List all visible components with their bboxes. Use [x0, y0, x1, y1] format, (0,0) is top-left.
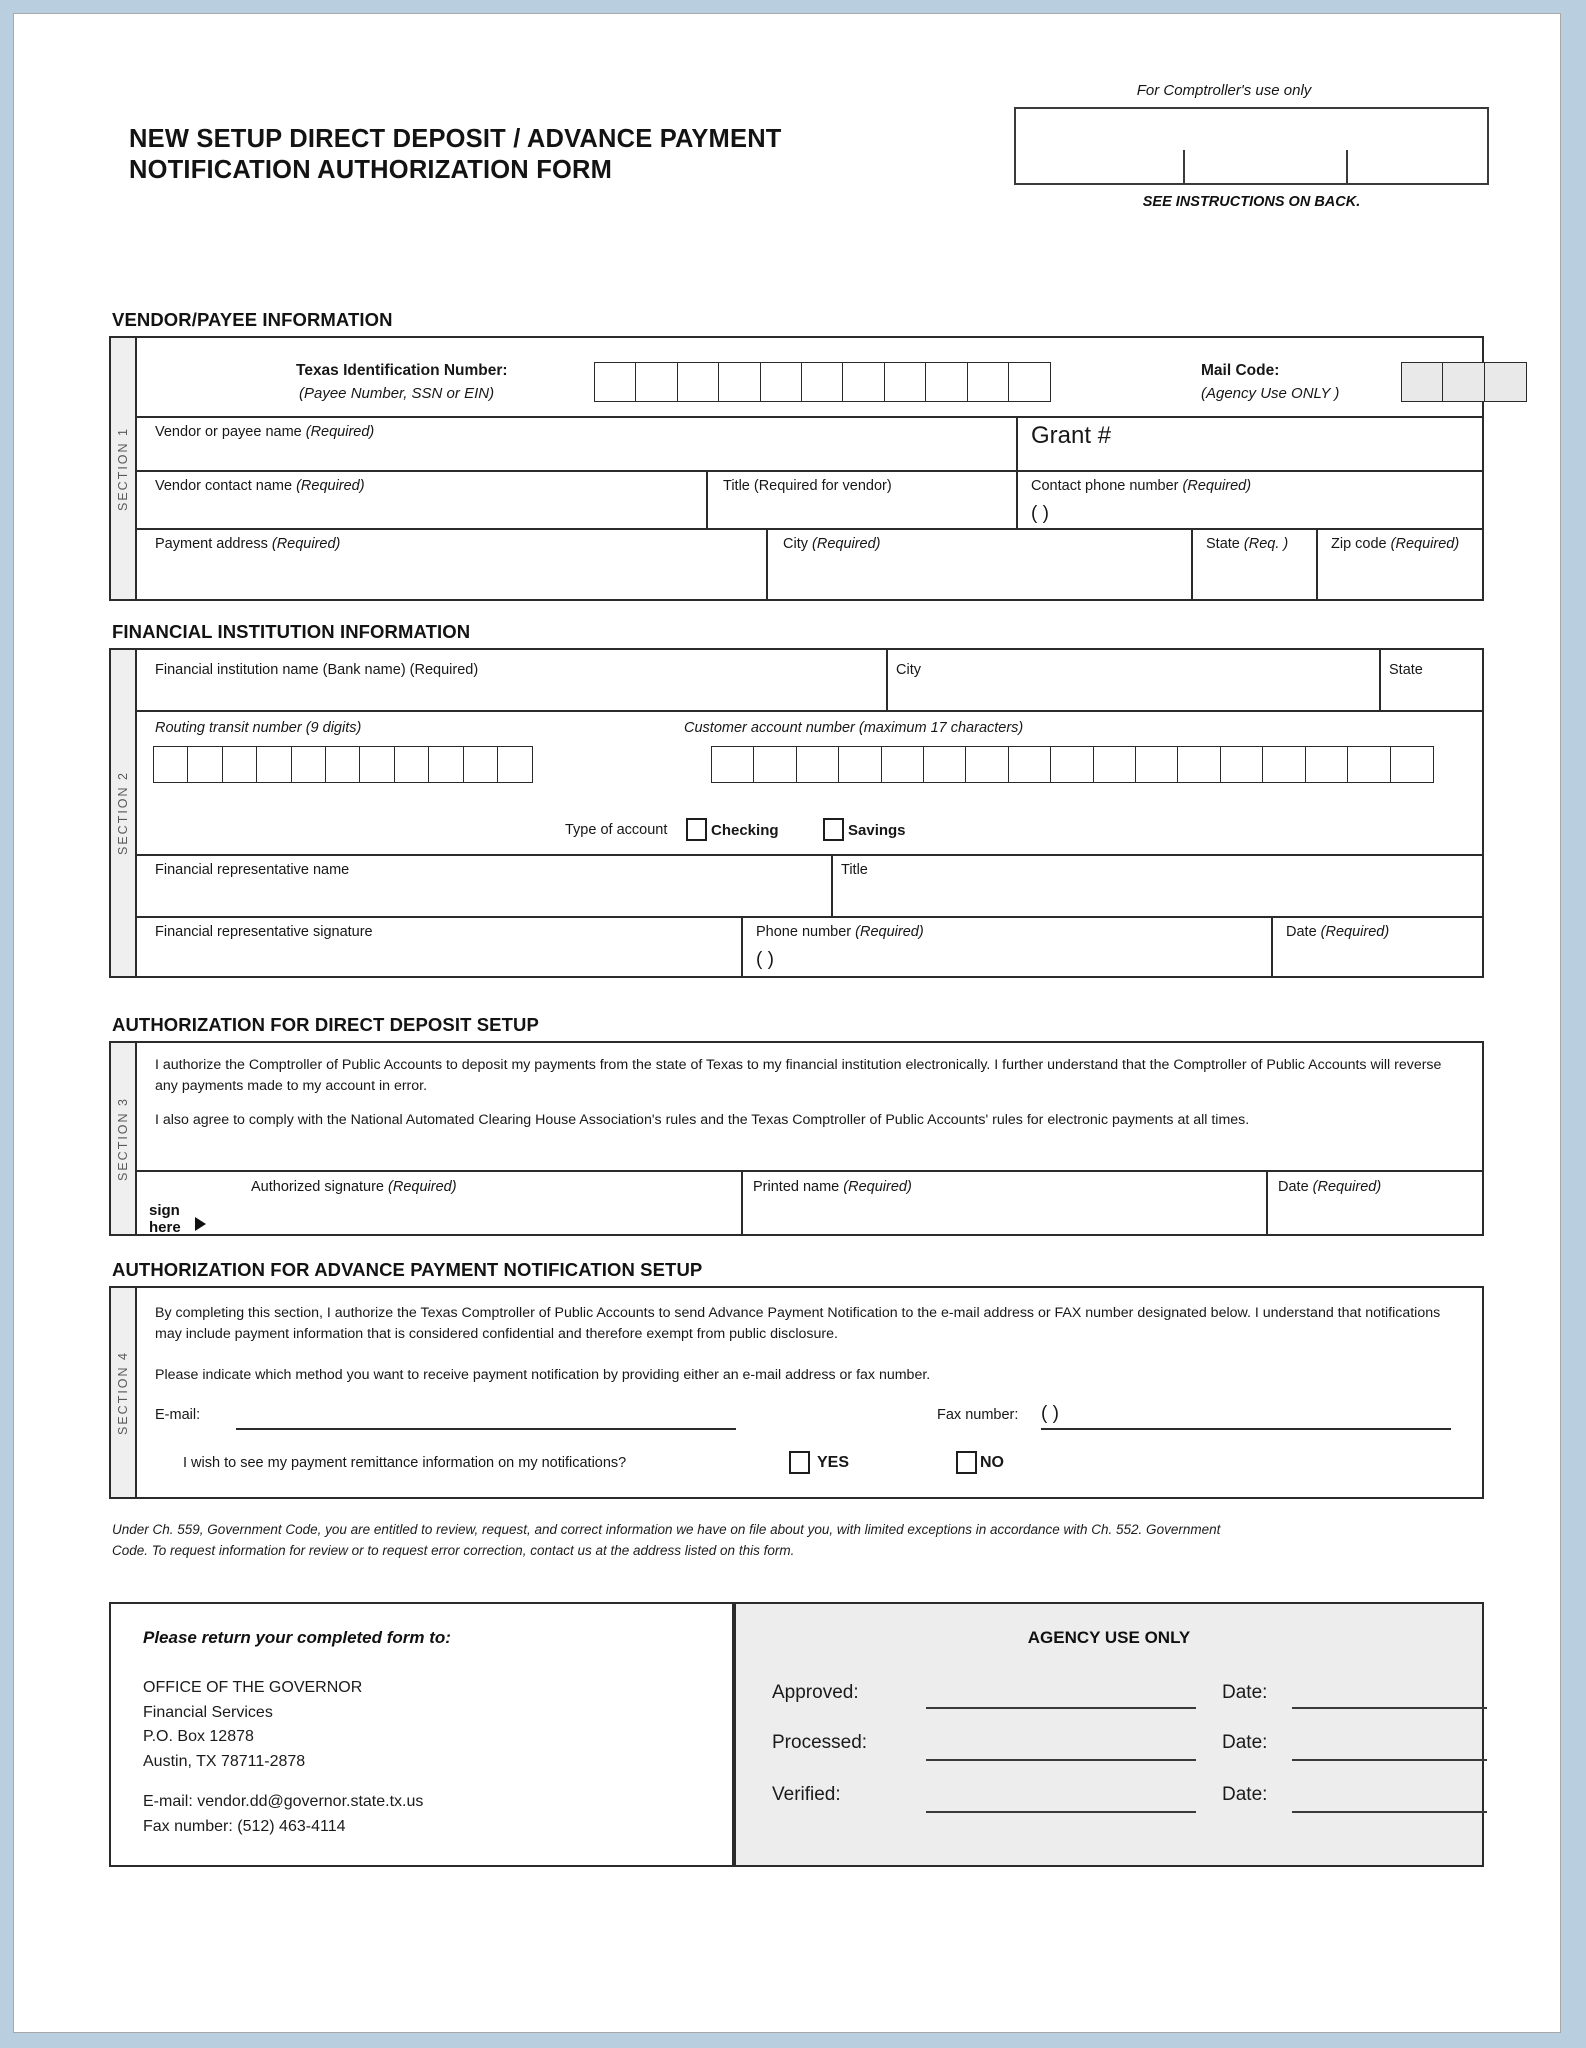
section2-vline-city — [886, 650, 888, 710]
vendor-contact-name-label: Vendor contact name (Required) — [155, 478, 365, 494]
title-line-2: NOTIFICATION AUTHORIZATION FORM — [129, 156, 613, 184]
section3-paragraph-2: I also agree to comply with the National Automated Clearing House Association's rules and the Texas Comptroller of Public Accounts' rules for electronic payments at all times. — [155, 1112, 1250, 1128]
disclaimer-line-1: Under Ch. 559, Government Code, you are entitled to review, request, and correct information we have on file about you, with limited exceptions in accordance with Ch. 552. Government — [112, 1522, 1221, 1537]
section3-block — [109, 1041, 1484, 1236]
return-address-line-2: Financial Services — [143, 1703, 273, 1721]
char-box[interactable] — [842, 362, 885, 402]
char-box[interactable] — [967, 362, 1010, 402]
section4-block — [109, 1286, 1484, 1499]
section1-rule-3 — [137, 528, 1484, 530]
bank-state-label: State — [1389, 662, 1423, 678]
return-block-title: Please return your completed form to: — [143, 1628, 451, 1647]
char-box[interactable] — [428, 746, 464, 783]
section1-rule-2 — [137, 470, 1484, 472]
char-box[interactable] — [1135, 746, 1179, 783]
contact-phone-paren: ( ) — [1031, 503, 1049, 524]
type-of-account-label: Type of account — [565, 822, 668, 838]
financial-rep-name-label: Financial representative name — [155, 862, 350, 878]
section3-paragraph-1: I authorize the Comptroller of Public Accounts to deposit my payments from the state of Texas to my financial institution electronically. I further understand that the Comptroller of Public Accounts will reverse any payments made to my account in error. — [155, 1057, 1442, 1094]
printed-name-label: Printed name (Required) — [753, 1179, 912, 1195]
char-box[interactable] — [838, 746, 882, 783]
savings-label: Savings — [848, 822, 906, 839]
section1-heading: VENDOR/PAYEE INFORMATION — [112, 309, 393, 330]
return-email-line: E-mail: vendor.dd@governor.state.tx.us — [143, 1793, 424, 1810]
section2-rule-1 — [137, 710, 1484, 712]
comptroller-use-label: For Comptroller's use only — [1136, 82, 1312, 99]
mail-code-label: Mail Code: — [1201, 362, 1280, 379]
form-page — [13, 13, 1561, 2033]
char-box[interactable] — [923, 746, 967, 783]
section2-heading: FINANCIAL INSTITUTION INFORMATION — [112, 621, 471, 642]
section1-vline-zip — [1316, 528, 1318, 601]
char-box[interactable] — [1305, 746, 1349, 783]
vendor-title-label: Title (Required for vendor) — [723, 478, 892, 494]
agency-use-only-block — [734, 1602, 1484, 1867]
char-box[interactable] — [1347, 746, 1391, 783]
char-box[interactable] — [1442, 362, 1485, 402]
mail-code-input-boxes[interactable] — [1401, 362, 1527, 402]
return-fax-line: Fax number: (512) 463-4114 — [143, 1817, 346, 1835]
char-box[interactable] — [760, 362, 803, 402]
remittance-yes-checkbox[interactable] — [789, 1451, 810, 1474]
agency-approved-label: Approved: — [772, 1682, 859, 1703]
sign-here-arrow-icon — [195, 1217, 206, 1231]
char-box[interactable] — [1177, 746, 1221, 783]
tin-sublabel: (Payee Number, SSN or EIN) — [299, 385, 495, 402]
return-address-block — [109, 1602, 734, 1867]
return-address-line-1: OFFICE OF THE GOVERNOR — [143, 1679, 363, 1696]
sign-here-line-2: here — [149, 1219, 181, 1236]
section3-heading: AUTHORIZATION FOR DIRECT DEPOSIT SETUP — [112, 1014, 539, 1035]
disclaimer-line-2: Code. To request information for review or to request error correction, contact us at the address listed on this form. — [112, 1543, 795, 1558]
section2-block — [109, 648, 1484, 978]
char-box[interactable] — [594, 362, 637, 402]
financial-rep-title-label: Title — [841, 862, 868, 878]
section3-vline-date — [1266, 1170, 1268, 1234]
return-block-address — [143, 1676, 362, 1774]
char-box[interactable] — [497, 746, 533, 783]
char-box[interactable] — [359, 746, 395, 783]
agency-processed-input[interactable] — [926, 1759, 1196, 1761]
section4-side-label: SECTION 4 — [116, 1350, 130, 1435]
section4-fax-paren: ( ) — [1041, 1403, 1059, 1424]
char-box[interactable] — [965, 746, 1009, 783]
agency-processed-label: Processed: — [772, 1732, 868, 1753]
section2-vline-repdate — [1271, 916, 1273, 978]
char-box[interactable] — [222, 746, 258, 783]
contact-phone-label: Contact phone number (Required) — [1031, 478, 1252, 494]
section1-vline-phone — [1016, 470, 1018, 528]
sign-here-line-1: sign — [149, 1202, 180, 1219]
return-address-line-4: Austin, TX 78711-2878 — [143, 1752, 306, 1770]
char-box[interactable] — [1220, 746, 1264, 783]
char-box[interactable] — [711, 746, 755, 783]
bank-name-label: Financial institution name (Bank name) (Required) — [155, 662, 479, 678]
char-box[interactable] — [1093, 746, 1137, 783]
section2-side-label: SECTION 2 — [116, 771, 130, 855]
account-number-boxes[interactable] — [711, 746, 1434, 783]
financial-rep-signature-label: Financial representative signature — [155, 924, 373, 940]
agency-verified-date-label: Date: — [1222, 1784, 1268, 1805]
char-box[interactable] — [884, 362, 927, 402]
char-box[interactable] — [635, 362, 678, 402]
page-title — [129, 124, 782, 186]
bank-city-label: City — [896, 662, 921, 678]
char-box[interactable] — [801, 362, 844, 402]
section1-vline-title — [706, 470, 708, 528]
financial-rep-phone-paren: ( ) — [756, 949, 774, 970]
char-box[interactable] — [394, 746, 430, 783]
vendor-name-label: Vendor or payee name (Required) — [155, 424, 375, 440]
char-box[interactable] — [153, 746, 189, 783]
return-block-contact — [143, 1790, 423, 1839]
routing-number-label: Routing transit number (9 digits) — [155, 720, 362, 736]
char-box[interactable] — [1008, 746, 1052, 783]
char-box[interactable] — [1401, 362, 1444, 402]
section3-sidebar — [111, 1043, 137, 1234]
char-box[interactable] — [677, 362, 720, 402]
return-address-line-3: P.O. Box 12878 — [143, 1728, 254, 1745]
section2-vline-state — [1379, 650, 1381, 710]
char-box[interactable] — [1262, 746, 1306, 783]
agency-processed-date-input[interactable] — [1292, 1759, 1487, 1761]
sign-here-marker — [149, 1202, 181, 1236]
section2-vline-repphone — [741, 916, 743, 978]
account-number-label: Customer account number (maximum 17 characters) — [684, 720, 1024, 736]
savings-checkbox[interactable] — [823, 818, 844, 841]
routing-number-boxes[interactable] — [153, 746, 533, 783]
char-box[interactable] — [1390, 746, 1434, 783]
payment-zip-label: Zip code (Required) — [1331, 536, 1460, 552]
authorized-signature-label: Authorized signature (Required) — [251, 1179, 457, 1195]
checking-label: Checking — [711, 822, 779, 839]
section2-vline-reptitle — [831, 854, 833, 916]
payment-state-label: State (Req. ) — [1206, 536, 1289, 552]
char-box[interactable] — [325, 746, 361, 783]
disclaimer-text — [112, 1519, 1502, 1561]
payment-address-label: Payment address (Required) — [155, 536, 341, 552]
section2-sidebar — [111, 650, 137, 976]
section1-vline-state — [1191, 528, 1193, 601]
payment-city-label: City (Required) — [783, 536, 881, 552]
comptroller-divider-2 — [1346, 150, 1348, 183]
section3-side-label: SECTION 3 — [116, 1096, 130, 1181]
char-box[interactable] — [881, 746, 925, 783]
char-box[interactable] — [1008, 362, 1051, 402]
char-box[interactable] — [1050, 746, 1094, 783]
section4-sidebar — [111, 1288, 137, 1497]
section1-side-label: SECTION 1 — [116, 426, 130, 511]
financial-rep-date-label: Date (Required) — [1286, 924, 1390, 940]
tin-label: Texas Identification Number: — [296, 362, 508, 379]
section4-paragraph-1: By completing this section, I authorize the Texas Comptroller of Public Accounts to send Advance Payment Notification to the e-mail address or FAX number designated below. I understand that notifications may include payment information that is considered confidential and therefore exempt from public disclosure. — [155, 1305, 1441, 1342]
section1-rule-1 — [137, 416, 1484, 418]
agency-approved-date-label: Date: — [1222, 1682, 1268, 1703]
section1-vline-grant — [1016, 416, 1018, 470]
see-instructions-note: SEE INSTRUCTIONS ON BACK. — [1142, 194, 1361, 210]
checking-checkbox[interactable] — [686, 818, 707, 841]
char-box[interactable] — [753, 746, 797, 783]
agency-approved-input[interactable] — [926, 1707, 1196, 1709]
title-line-1: NEW SETUP DIRECT DEPOSIT / ADVANCE PAYMENT — [129, 125, 782, 153]
section4-fax-label: Fax number: — [937, 1407, 1019, 1423]
char-box[interactable] — [256, 746, 292, 783]
mail-code-sublabel: (Agency Use ONLY ) — [1201, 385, 1340, 402]
section3-vline-printedname — [741, 1170, 743, 1234]
section1-vline-city — [766, 528, 768, 601]
remittance-no-label: NO — [980, 1454, 1004, 1471]
char-box[interactable] — [718, 362, 761, 402]
agency-processed-date-label: Date: — [1222, 1732, 1268, 1753]
remittance-question-label: I wish to see my payment remittance information on my notifications? — [183, 1455, 627, 1471]
char-box[interactable] — [187, 746, 223, 783]
section4-email-label: E-mail: — [155, 1407, 201, 1423]
section4-heading: AUTHORIZATION FOR ADVANCE PAYMENT NOTIFICATION SETUP — [112, 1259, 703, 1280]
char-box[interactable] — [291, 746, 327, 783]
section4-email-input[interactable] — [236, 1428, 736, 1430]
section4-paragraph-2: Please indicate which method you want to receive payment notification by providing either an e-mail address or fax number. — [155, 1367, 931, 1383]
financial-rep-phone-label: Phone number (Required) — [756, 924, 924, 940]
section1-block — [109, 336, 1484, 601]
agency-approved-date-input[interactable] — [1292, 1707, 1487, 1709]
remittance-yes-label: YES — [817, 1454, 850, 1471]
section3-rule-1 — [137, 1170, 1484, 1172]
agency-verified-date-input[interactable] — [1292, 1811, 1487, 1813]
agency-use-only-title: AGENCY USE ONLY — [1027, 1628, 1191, 1647]
section1-sidebar — [111, 338, 137, 599]
remittance-no-checkbox[interactable] — [956, 1451, 977, 1474]
agency-verified-input[interactable] — [926, 1811, 1196, 1813]
comptroller-divider-1 — [1183, 150, 1185, 183]
comptroller-use-box[interactable] — [1014, 107, 1489, 185]
section4-fax-input[interactable] — [1041, 1428, 1451, 1430]
agency-verified-label: Verified: — [772, 1784, 841, 1805]
section3-date-label: Date (Required) — [1278, 1179, 1382, 1195]
char-box[interactable] — [925, 362, 968, 402]
grant-number-label: Grant # — [1031, 422, 1112, 449]
char-box[interactable] — [796, 746, 840, 783]
char-box[interactable] — [1484, 362, 1527, 402]
char-box[interactable] — [463, 746, 499, 783]
tin-input-boxes[interactable] — [594, 362, 1051, 402]
section2-rule-2 — [137, 854, 1484, 856]
section2-rule-3 — [137, 916, 1484, 918]
